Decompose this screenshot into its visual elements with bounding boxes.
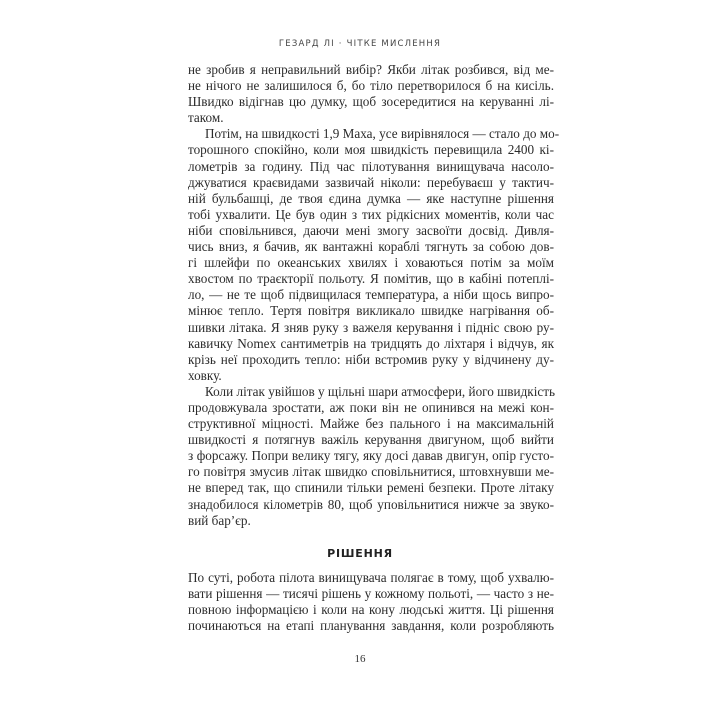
text-line: тобі ухвалити. Це був один з тих рідкісних моментів, коли час [188,206,554,222]
text-line: ніби сповільнився, даючи мені змогу засвоїти досвід. Дивля- [188,222,554,238]
text-line: швидкості я потягнув важіль керування двигуном, щоб вийти [188,432,554,448]
text-line: Швидко відігнав цю думку, щоб зосередитися на керуванні лі- [188,94,554,110]
text-line: лометрів за годину. Під час пілотування винищувача насоло- [188,158,554,174]
text-line: ло, — не те щоб підвищилася температура, а ніби щось випро- [188,287,554,303]
text-line: не нічого не залишилося б, бо тіло перетворилося б на кисіль. [188,78,554,94]
text-line: мінює тепло. Тертя повітря викликало швидке нагрівання об- [188,303,554,319]
body-text-bottom [188,570,554,634]
text-line: джуватися краєвидами зазвичай ніколи: перебуваєш у тактич- [188,174,554,190]
text-line: хвостом по траєкторії польоту. Я помітив, що в кабіні потеплі- [188,271,554,287]
text-line: знадобилося кілометрів 80, щоб уповільнитися нижче за звуко- [188,496,554,512]
text-line: ній бульбашці, де твоя єдина думка — яке наступне рішення [188,190,554,206]
text-line: кавичку Nomex сантиметрів на тридцять до ліхтаря і відчув, як [188,335,554,351]
text-line: з форсажу. Попри велику тягу, яку досі давав двигун, опір густо- [188,448,554,464]
text-line: структивної міцності. Майже без пального і на максимальній [188,416,554,432]
text-line: продовжувала зростати, аж поки він не опинився на межі кон- [188,399,554,415]
text-line: гі шлейфи по океанських хвилях і ховаються потім за моїм [188,255,554,271]
running-header: ГЕЗАРД ЛІ · ЧІТКЕ МИСЛЕННЯ [278,39,442,49]
text-line: не вперед так, що спинили тільки ремені безпеки. Проте літаку [188,480,554,496]
text-line: По суті, робота пілота винищувача полягає в тому, щоб ухвалю- [188,570,554,585]
body-text-top [188,62,560,529]
text-line: чись вниз, я бачив, як вантажні кораблі тягнуть за собою дов- [188,239,554,255]
text-line: таком. [188,110,224,126]
text-line: починаються на етапі планування завдання, коли розробляють [188,618,554,634]
text-line: Потім, на швидкості 1,9 Маха, усе вирівнялося — стало до мо- [205,126,560,142]
text-line: го повітря змусив літак швидко сповільнитися, штовхнувши ме- [188,464,554,480]
text-line: ховку. [188,367,222,383]
text-line: Коли літак увійшов у щільні шари атмосфери, його швидкість [205,383,555,399]
text-line: торошного спокійно, коли моя швидкість перевищила 2400 кі- [188,142,554,158]
text-line: крізь неї проходить тепло: ніби встромив руку у відчинену ду- [188,351,554,367]
text-line: не зробив я неправильний вибір? Якби літак розбився, від ме- [188,62,554,77]
text-line: вий бар’єр. [188,512,251,528]
text-line: вати рішення — тисячі рішень у кожному польоті, — часто з не- [188,586,554,602]
text-line: шивки літака. Я зняв руку з важеля керування і підніс свою ру- [188,319,554,335]
section-heading: РІШЕННЯ [327,547,393,560]
text-line: повною інформацією і коли на кону людські життя. Ці рішення [188,602,554,618]
page-number: 16 [354,653,366,665]
